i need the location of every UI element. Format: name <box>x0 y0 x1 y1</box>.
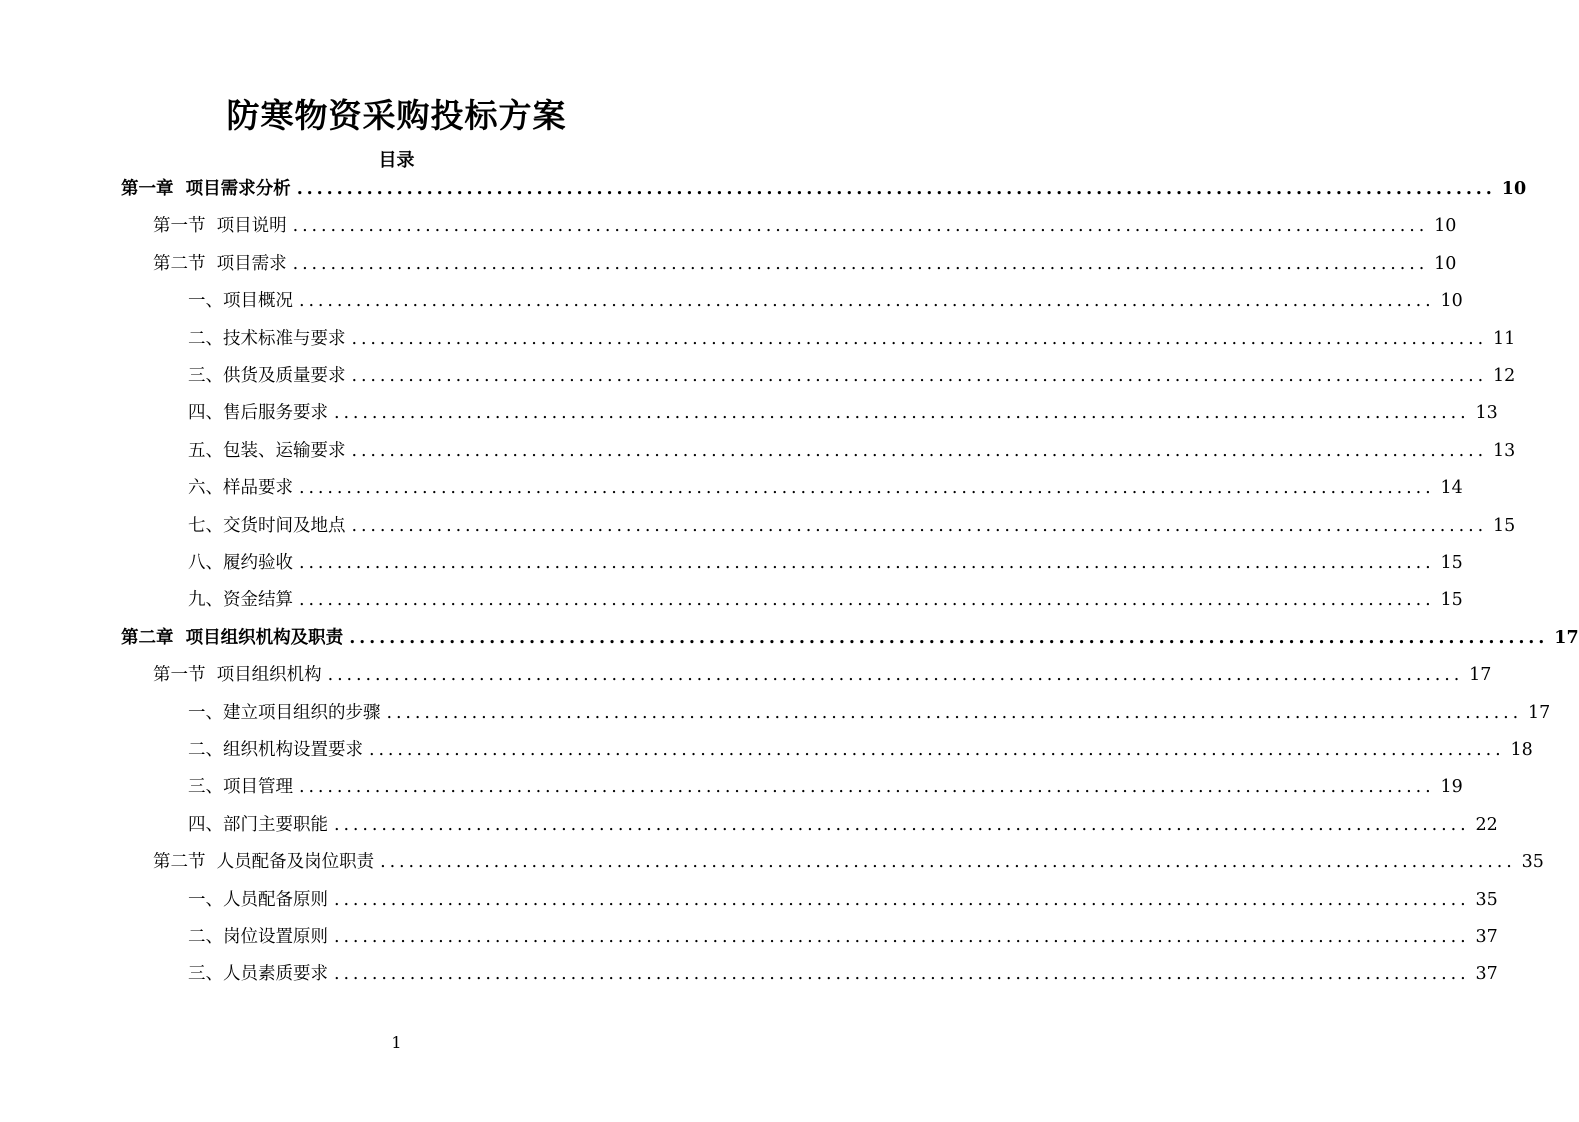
toc-entry-page: 10 <box>1434 253 1457 274</box>
toc-entry-page: 19 <box>1440 777 1463 798</box>
toc-entry-label: 第一节 项目说明 <box>153 216 287 237</box>
toc-entry-page: 35 <box>1521 852 1544 873</box>
toc-entry[interactable] <box>188 399 1498 429</box>
toc-entry[interactable] <box>188 437 1516 467</box>
toc-entry-label: 三、人员素质要求 <box>188 964 328 985</box>
toc-entry-label: 三、项目管理 <box>188 777 293 798</box>
toc-entry-label: 四、部门主要职能 <box>188 814 328 835</box>
toc-entry-label: 七、交货时间及地点 <box>188 515 346 536</box>
toc-entry-page: 10 <box>1434 216 1457 237</box>
toc-leader-dots: ........................................................................................................................ <box>351 440 1488 461</box>
toc-entry-label: 八、履约验收 <box>188 553 293 573</box>
toc-entry-page: 13 <box>1475 403 1498 424</box>
toc-entry-page: 17 <box>1469 665 1492 686</box>
toc-leader-dots: ........................................................................................................................ <box>299 777 1435 798</box>
toc-leader-dots: ........................................................................................................................ <box>296 179 1496 199</box>
toc-leader-dots: ........................................................................................................................ <box>386 702 1523 723</box>
toc-entry-label: 第一章 项目需求分析 <box>121 179 291 199</box>
toc-entry-label: 二、技术标准与要求 <box>188 328 346 349</box>
toc-entry-page: 18 <box>1510 740 1533 760</box>
toc-entry-page: 12 <box>1493 366 1516 386</box>
toc-entry-label: 一、人员配备原则 <box>188 889 328 910</box>
toc-entry-label: 五、包装、运输要求 <box>188 440 346 461</box>
toc-leader-dots: ........................................................................................................................ <box>351 515 1488 536</box>
toc-entry[interactable] <box>188 886 1498 916</box>
toc-entry[interactable] <box>188 512 1516 542</box>
toc-entry-label: 二、岗位设置原则 <box>188 927 328 947</box>
toc-entry-label: 九、资金结算 <box>188 590 293 611</box>
toc-entry-page: 11 <box>1493 328 1516 349</box>
toc-entry[interactable] <box>121 624 1579 654</box>
toc-entry-label: 四、售后服务要求 <box>188 403 328 424</box>
toc-entry-label: 二、组织机构设置要求 <box>188 740 363 760</box>
toc-entry[interactable] <box>188 960 1498 990</box>
document-title: 防寒物资采购投标方案 <box>226 96 567 135</box>
toc-entry[interactable] <box>153 212 1457 242</box>
toc-entry-label: 一、项目概况 <box>188 291 293 312</box>
toc-entry-page: 37 <box>1475 927 1498 947</box>
toc-leader-dots: ........................................................................................................................ <box>292 216 1429 237</box>
toc-entry[interactable] <box>153 848 1544 878</box>
toc-heading: 目录 <box>378 150 415 171</box>
toc-entry-page: 10 <box>1501 179 1527 199</box>
toc-leader-dots: ........................................................................................................................ <box>334 889 1470 910</box>
toc-entry[interactable] <box>188 325 1516 355</box>
toc-leader-dots: ........................................................................................................................ <box>351 328 1488 349</box>
toc-entry-label: 第二节 人员配备及岗位职责 <box>153 852 375 873</box>
toc-leader-dots: ........................................................................................................................ <box>334 403 1470 424</box>
toc-leader-dots: ........................................................................................................................ <box>334 964 1470 985</box>
toc-leader-dots: ........................................................................................................................ <box>334 927 1470 947</box>
toc-leader-dots: ........................................................................................................................ <box>299 291 1435 312</box>
toc-entry-label: 一、建立项目组织的步骤 <box>188 702 381 723</box>
toc-entry[interactable] <box>188 773 1463 803</box>
toc-entry-label: 第二节 项目需求 <box>153 253 287 274</box>
toc-entry[interactable] <box>188 811 1498 841</box>
toc-entry[interactable] <box>188 923 1498 953</box>
toc-entry-page: 35 <box>1475 889 1498 910</box>
toc-leader-dots: ........................................................................................................................ <box>299 590 1435 611</box>
toc-entry-page: 17 <box>1554 627 1579 648</box>
toc-entry-label: 六、样品要求 <box>188 478 293 499</box>
toc-leader-dots: ........................................................................................................................ <box>380 852 1516 873</box>
toc-entry-label: 三、供货及质量要求 <box>188 366 346 386</box>
toc-entry[interactable] <box>188 736 1533 766</box>
toc-entry-label: 第一节 项目组织机构 <box>153 665 322 686</box>
toc-entry-page: 17 <box>1528 702 1551 723</box>
toc-entry-page: 15 <box>1493 515 1516 536</box>
toc-entry[interactable] <box>121 175 1527 205</box>
toc-leader-dots: ........................................................................................................................ <box>292 253 1429 274</box>
toc-entry-page: 15 <box>1440 553 1463 573</box>
toc-entry-page: 10 <box>1440 291 1463 312</box>
toc-leader-dots: ........................................................................................................................ <box>327 665 1464 686</box>
toc-entry[interactable] <box>188 474 1463 504</box>
page-number: 1 <box>391 1033 402 1052</box>
toc-entry-page: 15 <box>1440 590 1463 611</box>
toc-entry-page: 13 <box>1493 440 1516 461</box>
toc-entry[interactable] <box>153 250 1457 280</box>
toc-leader-dots: ........................................................................................................................ <box>334 814 1470 835</box>
toc-leader-dots: ........................................................................................................................ <box>299 478 1435 499</box>
toc-entry[interactable] <box>188 362 1516 392</box>
toc-leader-dots: ........................................................................................................................ <box>349 627 1549 648</box>
toc-leader-dots: ........................................................................................................................ <box>369 740 1505 760</box>
toc-entry[interactable] <box>153 661 1492 691</box>
toc-entry-label: 第二章 项目组织机构及职责 <box>121 627 344 648</box>
toc-leader-dots: ........................................................................................................................ <box>299 553 1435 573</box>
toc-entry-page: 14 <box>1440 478 1463 499</box>
toc-entry[interactable] <box>188 287 1463 317</box>
toc-leader-dots: ........................................................................................................................ <box>351 366 1488 386</box>
toc-entry[interactable] <box>188 586 1463 616</box>
toc-entry[interactable] <box>188 699 1551 729</box>
toc-entry-page: 37 <box>1475 964 1498 985</box>
toc-entry[interactable] <box>188 549 1463 579</box>
toc-entry-page: 22 <box>1475 814 1498 835</box>
